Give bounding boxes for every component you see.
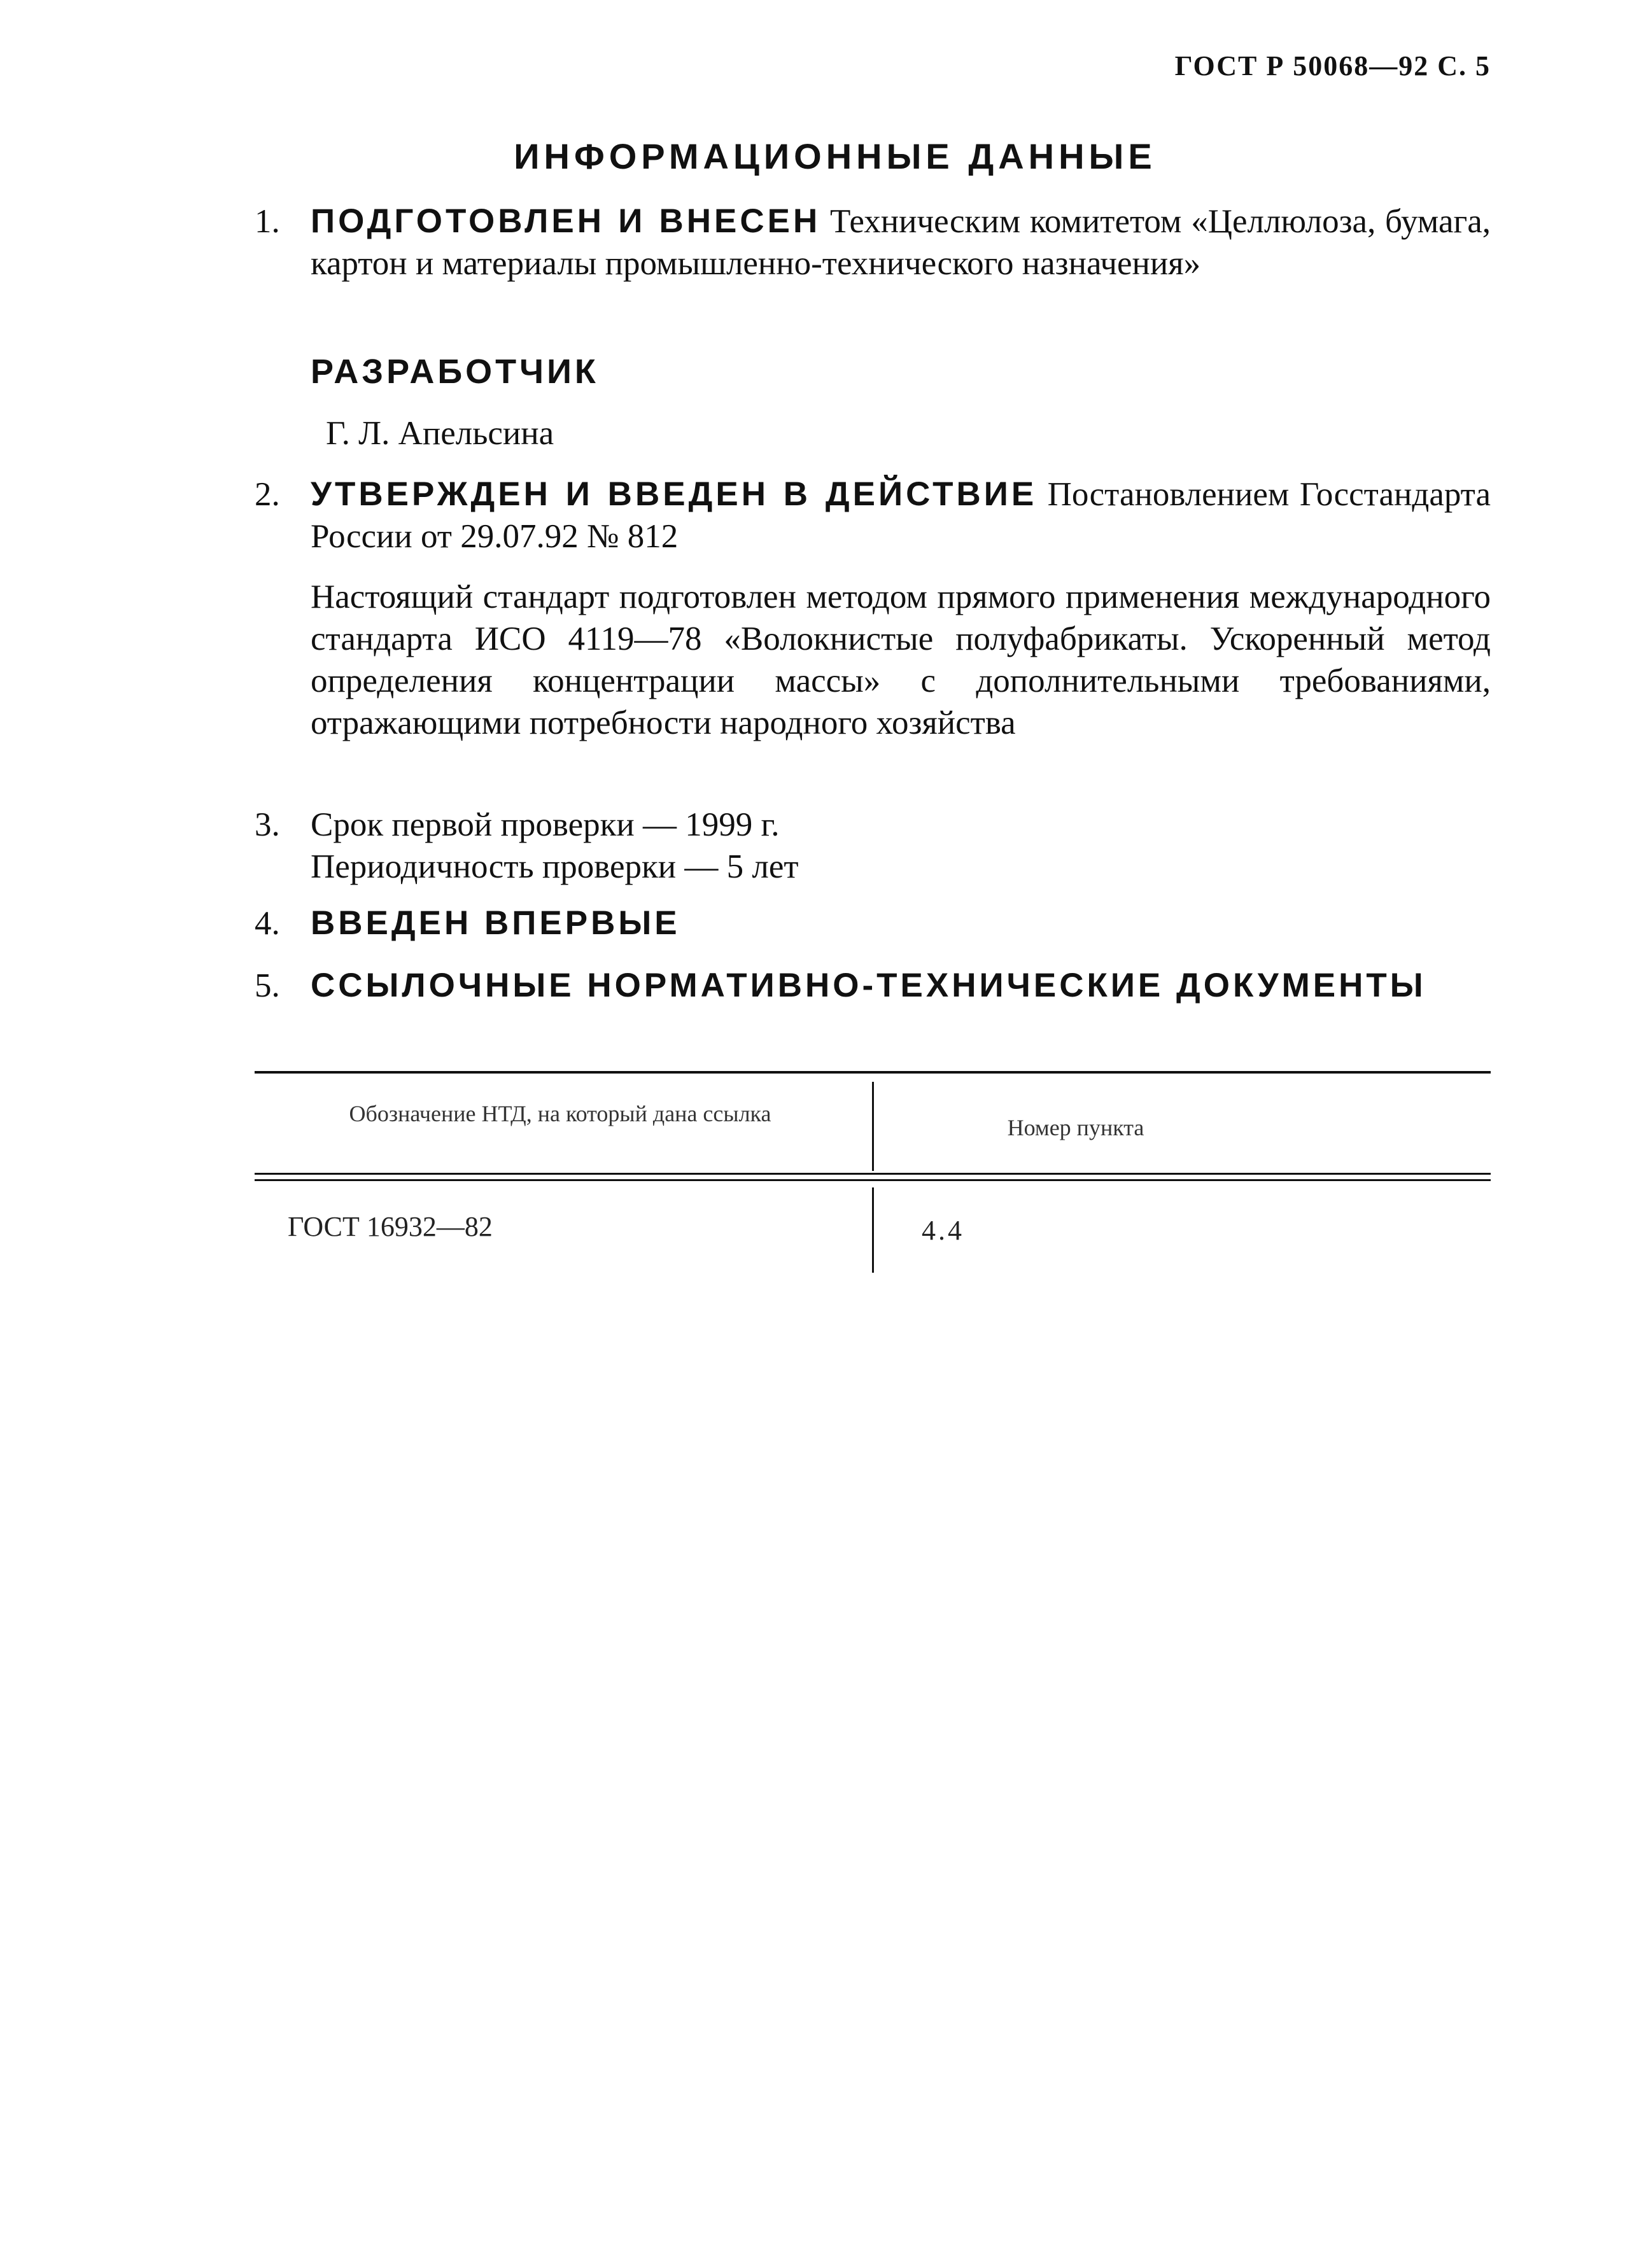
item-number: 2. [255,476,280,513]
item-lead: ВВЕДЕН ВПЕРВЫЕ [311,904,680,942]
standard-note: Настоящий стандарт подготовлен методом прямого применения международного стандарта ИСО 4119—78 «Волокнистые полуфабрикаты. Ускоренный метод определения концентрации массы» с дополнительными требованиями, отражающими потребности народного хозяйства [311,578,1491,741]
table-header-designation: Обозначение НТД, на который дана ссылка [349,1101,771,1126]
info-item-2 [255,473,1491,557]
info-item-5 [255,965,1491,1007]
item-text: Постановлением Госстандарта России от 29.07.92 № 812 [311,476,1491,555]
item-number: 5. [255,967,280,1004]
table-row-divider [872,1187,874,1273]
item-text: Техническим комитетом «Целлюлоза, бумага, картон и материалы промышленно-технического назначения» [311,203,1491,282]
table-top-rule [255,1071,1491,1074]
item-lead: ПОДГОТОВЛЕН И ВНЕСЕН [311,202,821,240]
item-number: 3. [255,806,280,843]
table-header-rule [255,1173,1491,1175]
developer-heading: РАЗРАБОТЧИК [311,353,599,391]
item-number: 1. [255,203,280,240]
info-item-1 [255,200,1491,284]
developer-name: Г. Л. Апельсина [326,415,554,452]
table-header-divider [872,1082,874,1171]
table-header-rule-double [255,1179,1491,1181]
info-item-4 [255,902,1491,944]
item-lead: ССЫЛОЧНЫЕ НОРМАТИВНО-ТЕХНИЧЕСКИЕ ДОКУМЕНТЫ [311,967,1426,1004]
item-number: 4. [255,905,280,942]
table-cell-clause: 4.4 [922,1215,964,1246]
review-period: Периодичность проверки — 5 лет [311,848,799,885]
page-header: ГОСТ Р 50068—92 С. 5 [1174,50,1491,81]
item-lead: УТВЕРЖДЕН И ВВЕДЕН В ДЕЙСТВИЕ [311,475,1038,513]
info-item-3 [255,804,1491,888]
page-title: ИНФОРМАЦИОННЫЕ ДАННЫЕ [514,136,1157,176]
table-header-clause: Номер пункта [1007,1115,1144,1140]
table-cell-designation: ГОСТ 16932—82 [288,1211,493,1242]
review-date: Срок первой проверки — 1999 г. [311,806,780,843]
